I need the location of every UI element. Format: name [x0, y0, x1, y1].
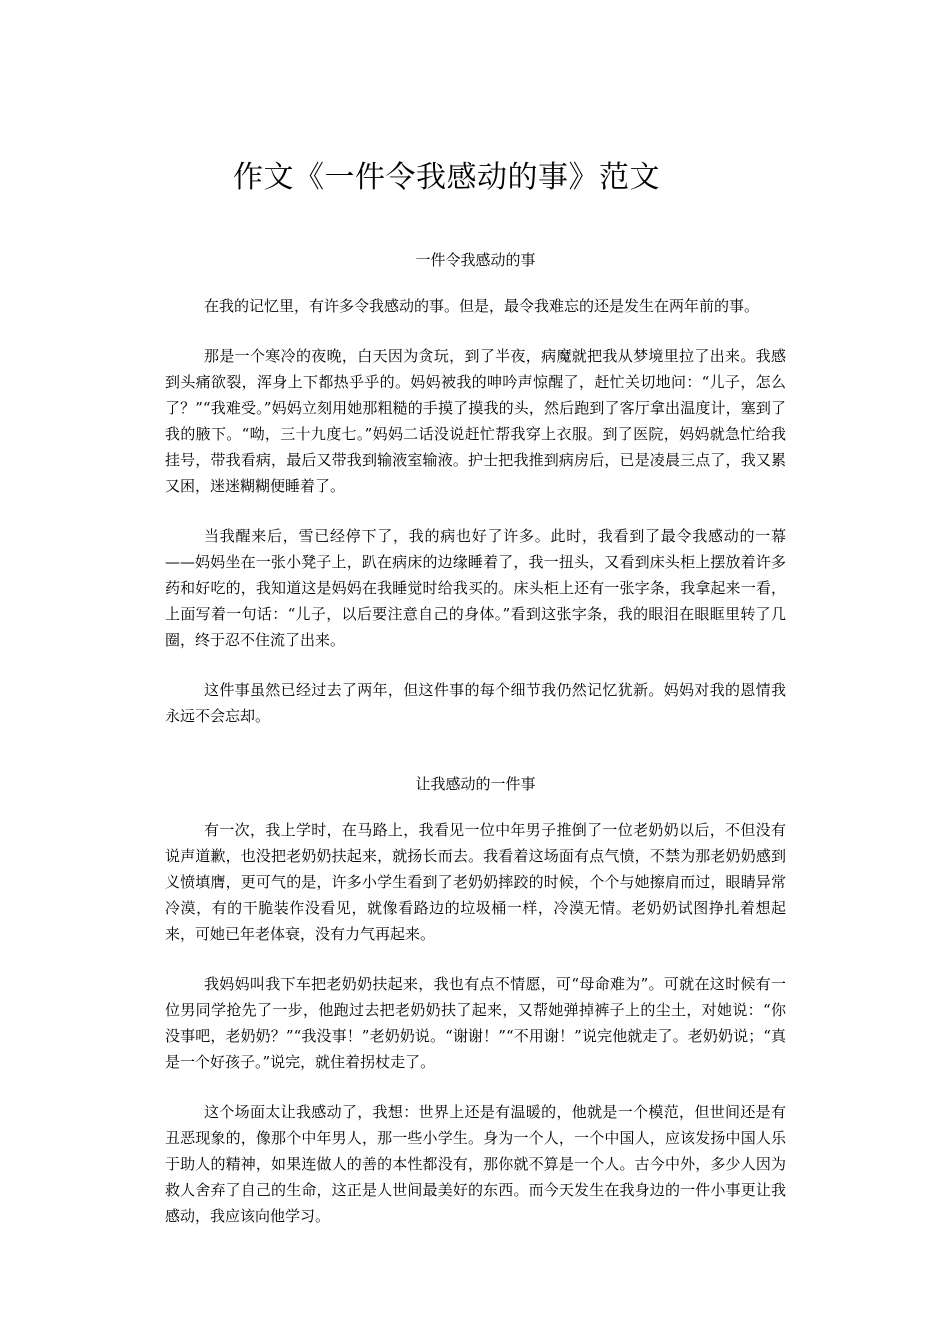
- essay-paragraph: 有一次，我上学时，在马路上，我看见一位中年男子推倒了一位老奶奶以后，不但没有说声道歉，也没把老奶奶扶起来，就扬长而去。我看着这场面有点气愤，不禁为那老奶奶感到义愤填膺，更可气的是，许多小学生看到了老奶奶摔跤的时候，个个与她擦肩而过，眼睛异常冷漠，有的干脆装作没看见，就像看路边的垃圾桶一样，冷漠无情。老奶奶试图挣扎着想起来，可她已年老体衰，没有力气再起来。: [165, 821, 786, 943]
- essay-paragraph: 我妈妈叫我下车把老奶奶扶起来，我也有点不情愿，可“母命难为”。可就在这时候有一位男同学抢先了一步，他跑过去把老奶奶扶了起来，又帮她弹掉裤子上的尘土，对她说：“你没事吧，老奶奶？”“我没事！”老奶奶说。“谢谢！”“不用谢！”说完他就走了。老奶奶说；“真是一个好孩子。”说完，就住着拐杖走了。: [165, 975, 786, 1071]
- essay-paragraph: 在我的记忆里，有许多令我感动的事。但是，最令我难忘的还是发生在两年前的事。: [204, 297, 760, 315]
- essay-section-2: [165, 771, 786, 1253]
- essay-paragraph: 这个场面太让我感动了，我想：世界上还是有温暖的，他就是一个模范，但世间还是有丑恶现象的，像那个中年男人，那一些小学生。身为一个人，一个中国人，应该发扬中国人乐于助人的精神，如果连做人的善的本性都没有，那你就不算是一个人。古今中外，多少人因为救人舍弃了自己的生命，这正是人世间最美好的东西。而今天发生在我身边的一件小事更让我感动，我应该向他学习。: [165, 1103, 786, 1225]
- essay-title: 让我感动的一件事: [415, 775, 536, 793]
- essay-paragraph: 这件事虽然已经过去了两年，但这件事的每个细节我仍然记忆犹新。妈妈对我的恩情我永远不会忘却。: [165, 681, 786, 725]
- document-title: 作文《一件令我感动的事》范文: [233, 160, 660, 195]
- essay-title: 一件令我感动的事: [415, 251, 536, 269]
- essay-section-1: [165, 247, 786, 753]
- essay-paragraph: 那是一个寒冷的夜晚，白天因为贪玩，到了半夜，病魔就把我从梦境里拉了出来。我感到头痛欲裂，浑身上下都热乎乎的。妈妈被我的呻吟声惊醒了，赶忙关切地问：“儿子，怎么了？”“我难受。”妈妈立刻用她那粗糙的手摸了摸我的头，然后跑到了客厅拿出温度计，塞到了我的腋下。“呦，三十九度七。”妈妈二话没说赶忙帮我穿上衣服。到了医院，妈妈就急忙给我挂号，带我看病，最后又带我到输液室输液。护士把我推到病房后，已是凌晨三点了，我又累又困，迷迷糊糊便睡着了。: [165, 347, 786, 495]
- essay-paragraph: 当我醒来后，雪已经停下了，我的病也好了许多。此时，我看到了最令我感动的一幕——妈妈坐在一张小凳子上，趴在病床的边缘睡着了，我一扭头，又看到床头柜上摆放着许多药和好吃的，我知道这是妈妈在我睡觉时给我买的。床头柜上还有一张字条，我拿起来一看，上面写着一句话：“儿子，以后要注意自己的身体。”看到这张字条，我的眼泪在眼眶里转了几圈，终于忍不住流了出来。: [165, 527, 786, 649]
